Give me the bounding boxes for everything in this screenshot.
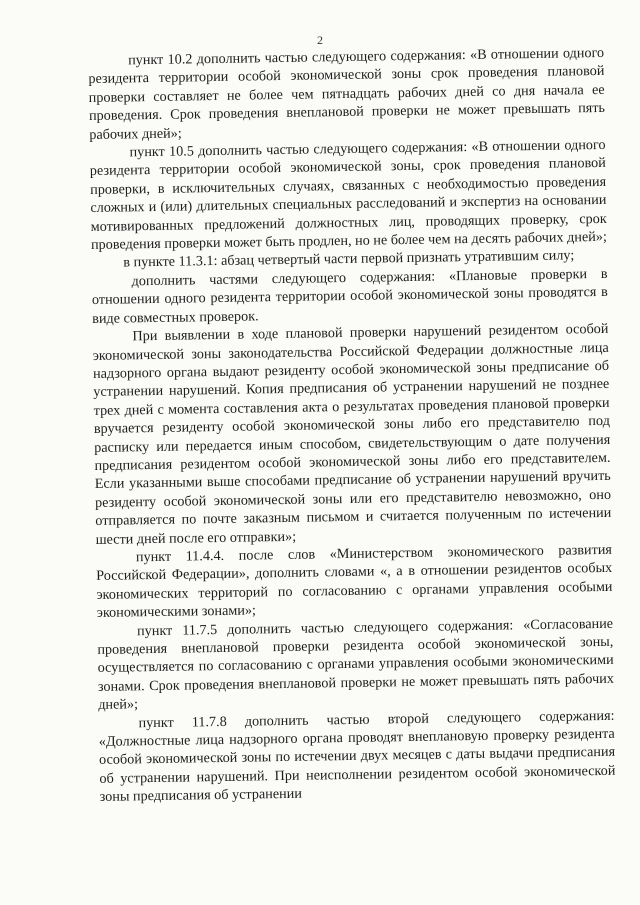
paragraph-supplement: дополнить частями следующего содержания: «Плановые проверки в отношении одного резидента территории особой экономической зоны проводятся в виде совместных проверок. — [91, 265, 608, 327]
paragraph-11-7-5: пункт 11.7.5 дополнить частью следующего содержания: «Согласование проведения внеплановой проверки резидента особой экономической зоны, осуществляется по согласованию с органами управления особыми экономическими зонами. Срок проведения внеплановой проверки не может превышать пять рабочих дней»; — [97, 615, 615, 714]
paragraph-10-2: пункт 10.2 дополнить частью следующего содержания: «В отношении одного резидента территории особой экономической зоны срок проведения плановой проверки составляет не более чем пятнадцать рабочих дней со дня начала ее проведения. Срок проведения внеплановой проверки не может превышать пять рабочих дней»; — [88, 44, 606, 143]
paragraph-11-3-1: в пункте 11.3.1: абзац четвертый части первой признать утратившим силу; — [123, 247, 575, 271]
paragraph-11-4-4: пункт 11.4.4. после слов «Министерством экономического развития Российской Федерации», дополнить словами «, а в отношении резидентов особых экономических территорий по согласованию с органами управления особыми экономическими зонами»; — [96, 541, 613, 622]
document-body — [88, 44, 616, 807]
paragraph-10-5: пункт 10.5 дополнить частью следующего содержания: «В отношении одного резидента территории особой экономической зоны, срок проведения плановой проверки, в исключительных случаях, связанных с необходимостью проведения сложных и (или) длительных специальных расследований и экспертиз на основании мотивированных предложений должностных лиц, проводящих проверку, срок проведения проверки может быть продлен, но не более чем на десять рабочих дней»; — [89, 136, 607, 254]
paragraph-violations: При выявлении в ходе плановой проверки нарушений резидентом особой экономической зоны законодательства Российской Федерации должностные лица надзорного органа выдают резиденту особой экономической зоны предписание об устранении нарушений. Копия предписания об устранении нарушений не позднее трех дней с момента составления акта о результатах проведения плановой проверки вручается резиденту особой экономической зоны либо его представителю под расписку или передается иным способом, свидетельствующим о дате получения предписания резидентом особой экономической зоны либо его представителем. Если указанными выше способами предписание об устранении нарушений вручить резиденту особой экономической зоны или его представителю невозможно, оно отправляется по почте заказным письмом и считается полученным по истечении шести дней после его отправки»; — [92, 320, 612, 548]
page-number: 2 — [317, 33, 323, 47]
paragraph-11-7-8: пункт 11.7.8 дополнить частью второй следующего содержания: «Должностные лица надзорного органа проводят внеплановую проверку резидента особой экономической зоны по истечении двух месяцев с даты выдачи предписания об устранении нарушений. При неисполнении резидентом особой экономической зоны предписания об устранении — [98, 707, 616, 806]
